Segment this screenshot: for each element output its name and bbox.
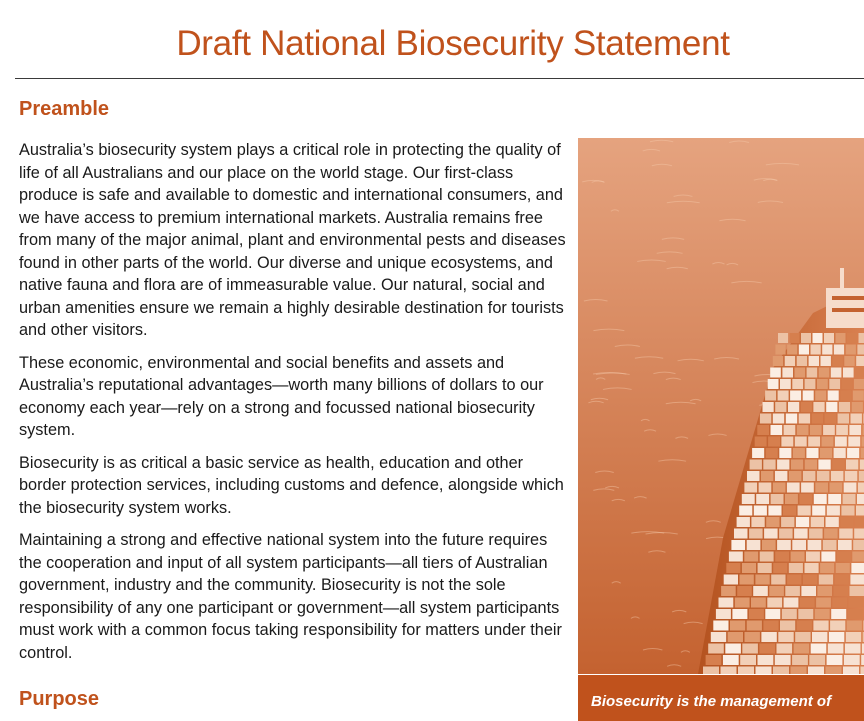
purpose-heading: Purpose: [19, 688, 100, 710]
document-title: Draft National Biosecurity Statement: [176, 24, 730, 63]
sidebar-caption: Biosecurity is the management of: [591, 693, 832, 710]
title-divider: [15, 78, 864, 79]
preamble-paragraph-1: Australia’s biosecurity system plays a critical role in protecting the quality of life of all Australians and our place on the world stage. Our first-class produce is safe and available to domestic and international consumers, and we have access to premium international markets. Australia remains free from many of the major animal, plant and environmental pests and diseases found in other parts of the world. Our diverse and unique ecosystems, and native fauna and flora are of immeasurable value. Our natural, social and urban amenities ensure we remain a highly desirable destination for tourists and other visitors.: [19, 141, 566, 339]
container-ship-illustration: [578, 138, 864, 674]
preamble-paragraph-4: Maintaining a strong and effective national system into the future requires the cooperation and input of all system participants—all tiers of Australian government, industry and the community. Biosecurity is not the sole responsibility of any one participant or government—all system participants must work with a common focus taking responsibility for matters under their control.: [19, 531, 562, 662]
preamble-paragraph-3: Biosecurity is as critical a basic service as health, education and other border protection services, including customs and defence, alongside which the biosecurity system works.: [19, 453, 564, 517]
container-ship-photo: [578, 138, 864, 674]
preamble-heading: Preamble: [19, 98, 110, 120]
preamble-body: [19, 139, 567, 674]
sidebar-caption-box: [578, 675, 864, 721]
preamble-paragraph-2: These economic, environmental and social benefits and assets and Australia’s reputational advantages—worth many billions of dollars to our economy each year—rely on a strong and focussed national biosecurity system.: [19, 353, 544, 439]
